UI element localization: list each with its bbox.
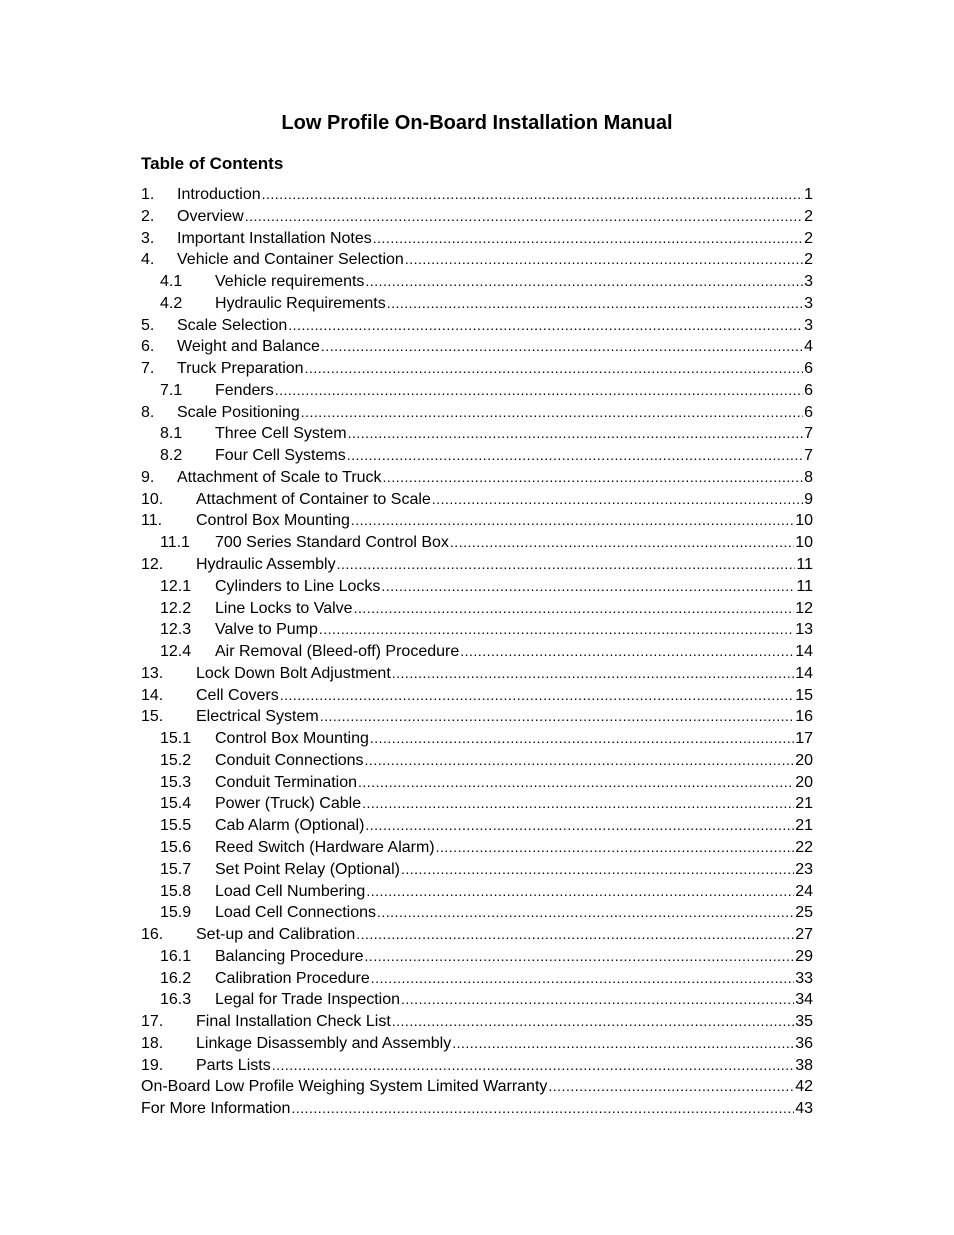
toc-entry[interactable] (141, 532, 813, 554)
toc-entry[interactable] (141, 685, 813, 707)
toc-leader-dots (301, 402, 803, 424)
toc-entry-number: 15.3 (160, 773, 192, 791)
toc-entry-number: 15.7 (160, 860, 192, 878)
toc-entry-label: Scale Selection (177, 316, 288, 334)
toc-entry-number: 5. (141, 316, 155, 334)
toc-entry-number: 9. (141, 468, 155, 486)
toc-leader-dots (365, 750, 795, 772)
toc-leader-dots (366, 881, 794, 903)
toc-entry-label: Hydraulic Assembly (196, 556, 336, 574)
toc-leader-dots (377, 902, 794, 924)
toc-entry-number: 4. (141, 251, 155, 269)
toc-leader-dots (365, 815, 794, 837)
toc-entry-page: 13 (795, 621, 813, 639)
toc-leader-dots (365, 271, 803, 293)
toc-entry-page: 23 (795, 860, 813, 878)
toc-entry[interactable] (141, 772, 813, 794)
toc-entry[interactable] (141, 315, 813, 337)
toc-leader-dots (321, 336, 803, 358)
toc-entry-page: 3 (804, 294, 813, 312)
toc-leader-dots (548, 1076, 794, 1098)
toc-entry-page: 2 (804, 229, 813, 247)
toc-entry-number: 10. (141, 490, 164, 508)
toc-entry[interactable] (141, 815, 813, 837)
toc-entry-page: 6 (804, 360, 813, 378)
toc-entry[interactable] (141, 750, 813, 772)
toc-entry-page: 12 (795, 599, 813, 617)
toc-leader-dots (356, 924, 794, 946)
toc-entry-number: 16.3 (160, 991, 192, 1009)
toc-entry-page: 16 (795, 708, 813, 726)
toc-entry[interactable] (141, 641, 813, 663)
toc-entry-number: 11. (141, 512, 163, 530)
toc-entry-page: 43 (795, 1100, 813, 1118)
toc-entry-number: 17. (141, 1013, 164, 1031)
toc-entry-number: 15. (141, 708, 164, 726)
toc-entry-label: Hydraulic Requirements (215, 294, 386, 312)
toc-leader-dots (354, 598, 795, 620)
toc-entry[interactable] (141, 380, 813, 402)
toc-leader-dots (452, 1033, 794, 1055)
toc-entry-number: 14. (141, 686, 164, 704)
toc-entry-number: 11.1 (160, 534, 190, 552)
toc-entry-page: 2 (804, 251, 813, 269)
toc-entry-number: 19. (141, 1056, 164, 1074)
toc-entry-label: For More Information (141, 1100, 291, 1118)
toc-entry-label: Cylinders to Line Locks (215, 577, 381, 595)
toc-entry[interactable] (141, 619, 813, 641)
toc-entry[interactable] (141, 228, 813, 250)
toc-entry-number: 1. (141, 186, 155, 203)
toc-entry[interactable] (141, 728, 813, 750)
toc-leader-dots (401, 859, 794, 881)
toc-leader-dots (275, 380, 803, 402)
toc-leader-dots (432, 489, 803, 511)
toc-entry-label: 700 Series Standard Control Box (215, 534, 449, 552)
toc-entry-page: 20 (795, 751, 813, 769)
toc-leader-dots (358, 772, 794, 794)
toc-entry-page: 7 (804, 447, 813, 465)
toc-entry-number: 6. (141, 338, 155, 356)
toc-entry-label: Attachment of Scale to Truck (177, 468, 382, 486)
toc-leader-dots (280, 685, 795, 707)
toc-entry-label: Control Box Mounting (215, 730, 369, 748)
toc-entry-label: Attachment of Container to Scale (196, 490, 431, 508)
toc-leader-dots (373, 228, 803, 250)
toc-entry-label: Valve to Pump (215, 621, 318, 639)
toc-entry-number: 8.2 (160, 447, 183, 465)
toc-entry-number: 2. (141, 207, 155, 225)
toc-entry-label: Cab Alarm (Optional) (215, 817, 365, 835)
toc-entry-number: 15.4 (160, 795, 192, 813)
toc-entry-page: 9 (804, 490, 813, 508)
toc-entry-label: Line Locks to Valve (215, 599, 353, 617)
toc-entry-number: 18. (141, 1034, 164, 1052)
toc-entry-number: 8.1 (160, 425, 183, 443)
toc-entry-page: 38 (795, 1056, 813, 1074)
toc-entry[interactable] (141, 881, 813, 903)
toc-entry[interactable] (141, 1055, 813, 1077)
toc-entry-number: 4.2 (160, 294, 183, 312)
toc-entry-page: 3 (804, 273, 813, 291)
toc-entry-number: 15.1 (160, 730, 192, 748)
toc-entry[interactable] (141, 576, 813, 598)
toc-entry-label: On-Board Low Profile Weighing System Limited Warranty (141, 1078, 548, 1096)
toc-entry-label: Lock Down Bolt Adjustment (196, 664, 391, 682)
toc-leader-dots (362, 793, 794, 815)
toc-entry-number: 7. (141, 360, 155, 378)
toc-heading: Table of Contents (141, 154, 284, 173)
toc-entry-number: 15.5 (160, 817, 192, 835)
toc-entry[interactable] (141, 358, 813, 380)
toc-leader-dots (262, 184, 803, 206)
toc-entry[interactable] (141, 946, 813, 968)
toc-entry[interactable] (141, 445, 813, 467)
toc-entry[interactable] (141, 968, 813, 990)
toc-entry-page: 27 (795, 926, 813, 944)
toc-entry-label: Final Installation Check List (196, 1013, 391, 1031)
toc-entry[interactable] (141, 1011, 813, 1033)
toc-entry-label: Important Installation Notes (177, 229, 372, 247)
toc-leader-dots (371, 968, 794, 990)
toc-entry-page: 17 (795, 730, 813, 748)
toc-entry-label: Fenders (215, 381, 274, 399)
toc-entry-page: 21 (795, 817, 813, 835)
toc-entry-label: Load Cell Connections (215, 904, 376, 922)
toc-leader-dots (288, 315, 803, 337)
toc-entry[interactable] (141, 1076, 813, 1098)
toc-entry-page: 11 (796, 577, 813, 595)
toc-entry-number: 3. (141, 229, 155, 247)
toc-entry-number: 15.9 (160, 904, 192, 922)
toc-entry-label: Four Cell Systems (215, 447, 346, 465)
toc-entry-number: 4.1 (160, 273, 183, 291)
toc-entry-number: 16. (141, 926, 164, 944)
toc-entry-number: 12.2 (160, 599, 192, 617)
toc-entry-number: 16.1 (160, 947, 192, 965)
toc-entry-label: Electrical System (196, 708, 319, 726)
toc-entry[interactable] (141, 336, 813, 358)
toc-entry-page: 36 (795, 1034, 813, 1052)
toc-entry-number: 15.6 (160, 838, 192, 856)
toc-entry-label: Set Point Relay (Optional) (215, 860, 400, 878)
toc-leader-dots (305, 358, 804, 380)
toc-entry-label: Air Removal (Bleed-off) Procedure (215, 643, 460, 661)
toc-entry[interactable] (141, 489, 813, 511)
toc-entry-number: 13. (141, 664, 164, 682)
toc-entry-number: 12.3 (160, 621, 192, 639)
table-of-contents (141, 184, 813, 1120)
toc-leader-dots (401, 989, 794, 1011)
toc-entry-page: 20 (795, 773, 813, 791)
toc-entry-page: 10 (795, 512, 813, 530)
toc-entry[interactable] (141, 1098, 813, 1120)
toc-entry-page: 29 (795, 947, 813, 965)
toc-entry-number: 12.4 (160, 643, 192, 661)
toc-entry-page: 7 (804, 425, 813, 443)
toc-entry-number: 12. (141, 556, 164, 574)
toc-leader-dots (337, 554, 796, 576)
toc-entry[interactable] (141, 402, 813, 424)
document-title: Low Profile On-Board Installation Manual (281, 112, 673, 134)
toc-entry-page: 14 (795, 643, 813, 661)
toc-entry-number: 7.1 (160, 381, 183, 399)
toc-entry-page: 42 (795, 1078, 813, 1096)
toc-entry-label: Vehicle and Container Selection (177, 251, 404, 269)
toc-entry-number: 8. (141, 403, 155, 421)
toc-leader-dots (245, 206, 803, 228)
toc-leader-dots (370, 728, 794, 750)
toc-entry-label: Scale Positioning (177, 403, 300, 421)
toc-entry[interactable] (141, 554, 813, 576)
toc-entry-label: Three Cell System (215, 425, 347, 443)
toc-entry[interactable] (141, 271, 813, 293)
toc-entry-page: 11 (796, 556, 813, 574)
toc-entry[interactable] (141, 924, 813, 946)
toc-leader-dots (272, 1055, 795, 1077)
toc-entry-label: Weight and Balance (177, 338, 320, 356)
toc-entry-label: Power (Truck) Cable (215, 795, 362, 813)
toc-entry-label: Load Cell Numbering (215, 882, 366, 900)
toc-entry[interactable] (141, 467, 813, 489)
toc-entry-page: 6 (804, 381, 813, 399)
toc-entry-label: Calibration Procedure (215, 969, 370, 987)
toc-entry[interactable] (141, 598, 813, 620)
toc-leader-dots (351, 510, 794, 532)
toc-entry[interactable] (141, 423, 813, 445)
toc-leader-dots (348, 423, 804, 445)
toc-entry-label: Balancing Procedure (215, 947, 364, 965)
toc-leader-dots (383, 467, 804, 489)
toc-entry-label: Reed Switch (Hardware Alarm) (215, 838, 435, 856)
toc-entry-label: Truck Preparation (177, 360, 304, 378)
toc-leader-dots (392, 1011, 794, 1033)
toc-entry[interactable] (141, 902, 813, 924)
toc-entry[interactable] (141, 184, 813, 206)
toc-entry-page: 3 (804, 316, 813, 334)
toc-entry-page: 22 (795, 838, 813, 856)
toc-entry-label: Conduit Termination (215, 773, 358, 791)
toc-entry-page: 6 (804, 403, 813, 421)
toc-entry-label: Legal for Trade Inspection (215, 991, 401, 1009)
toc-entry[interactable] (141, 989, 813, 1011)
toc-entry-number: 12.1 (160, 577, 192, 595)
toc-leader-dots (460, 641, 794, 663)
toc-leader-dots (387, 293, 803, 315)
toc-entry-label: Overview (177, 207, 244, 225)
toc-entry-page: 2 (804, 207, 813, 225)
toc-leader-dots (291, 1098, 794, 1120)
toc-leader-dots (450, 532, 794, 554)
toc-leader-dots (319, 619, 794, 641)
toc-entry-label: Set-up and Calibration (196, 926, 356, 944)
toc-entry-label: Vehicle requirements (215, 273, 365, 291)
toc-entry[interactable] (141, 706, 813, 728)
toc-leader-dots (436, 837, 795, 859)
toc-entry-label: Linkage Disassembly and Assembly (196, 1034, 452, 1052)
toc-entry[interactable] (141, 793, 813, 815)
toc-entry-page: 10 (795, 534, 813, 552)
toc-leader-dots (381, 576, 795, 598)
toc-entry-number: 16.2 (160, 969, 192, 987)
toc-leader-dots (392, 663, 794, 685)
toc-leader-dots (320, 706, 795, 728)
toc-entry-page: 25 (795, 904, 813, 922)
toc-entry-page: 15 (795, 686, 813, 704)
toc-entry-label: Cell Covers (196, 686, 279, 704)
toc-entry-page: 34 (795, 991, 813, 1009)
toc-entry-label: Conduit Connections (215, 751, 364, 769)
toc-entry-number: 15.2 (160, 751, 192, 769)
toc-entry-label: Control Box Mounting (196, 512, 350, 530)
toc-entry-label: Parts Lists (196, 1056, 271, 1074)
toc-entry-page: 4 (804, 338, 813, 356)
toc-leader-dots (405, 249, 803, 271)
toc-entry-page: 35 (795, 1013, 813, 1031)
toc-entry[interactable] (141, 1033, 813, 1055)
toc-leader-dots (347, 445, 803, 467)
toc-entry[interactable] (141, 249, 813, 271)
toc-entry[interactable] (141, 859, 813, 881)
toc-entry-page: 33 (795, 969, 813, 987)
toc-entry[interactable] (141, 293, 813, 315)
toc-entry[interactable] (141, 837, 813, 859)
toc-entry[interactable] (141, 663, 813, 685)
toc-leader-dots (365, 946, 795, 968)
toc-entry-page: 1 (804, 186, 813, 203)
toc-entry[interactable] (141, 510, 813, 532)
toc-entry-page: 14 (795, 664, 813, 682)
toc-entry-label: Introduction (177, 186, 261, 203)
toc-entry-page: 24 (795, 882, 813, 900)
toc-entry-page: 8 (804, 468, 813, 486)
toc-entry-number: 15.8 (160, 882, 192, 900)
toc-entry-page: 21 (795, 795, 813, 813)
toc-entry[interactable] (141, 206, 813, 228)
